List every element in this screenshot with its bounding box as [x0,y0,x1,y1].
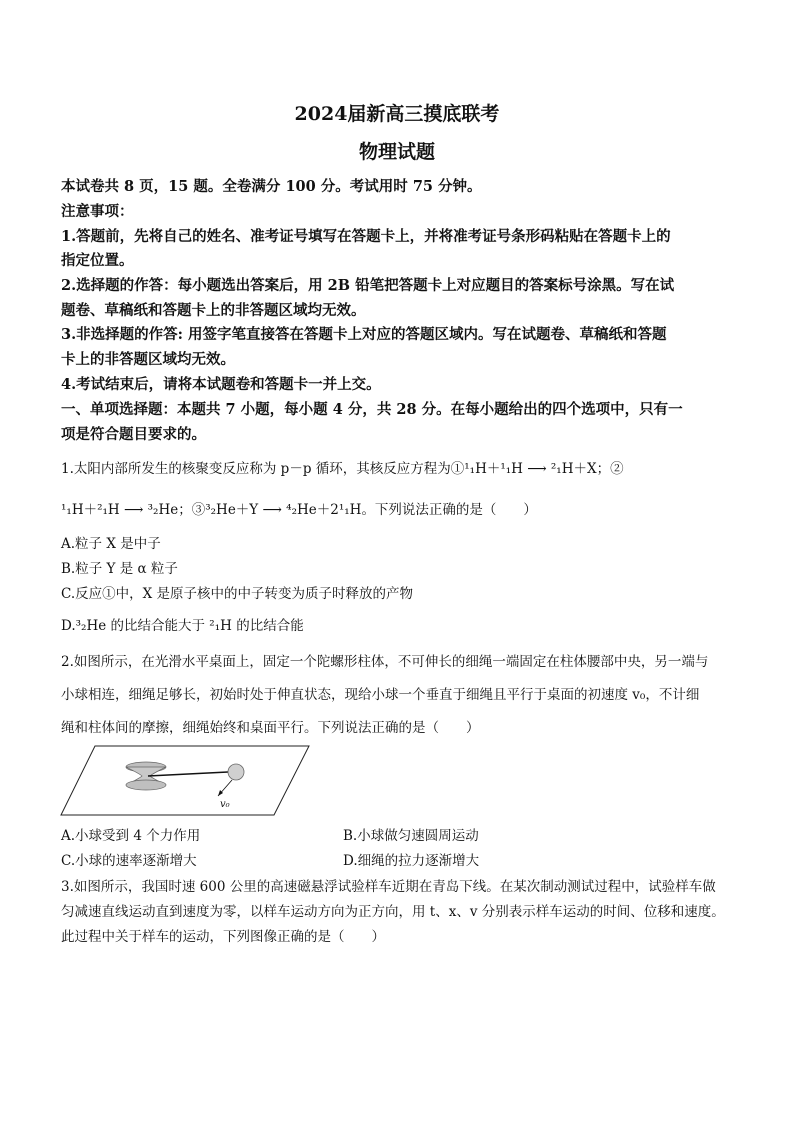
q1-stem-tail: ；② [596,461,624,477]
tabletop-plane [61,746,309,815]
q2-option-c: C.小球的速率逐渐增大 [61,853,197,869]
note-line: 题卷、草稿纸和答题卡上的非答题区域均无效。 [61,302,366,319]
note-line: 卡上的非答题区域均无效。 [61,351,235,368]
q3-stem-line: 匀减速直线运动直到速度为零，以样车运动方向为正方向，用 t、x、v 分别表示样车运动的时间、位移和速度。 [61,904,725,920]
q3-stem-line: 此过程中关于样车的运动，下列图像正确的是（ ） [61,929,385,945]
q1-stem-line2: ¹₁H＋²₁H ⟶ ³₂He；③³₂He＋Y ⟶ ⁴₂He＋2¹₁H。下列说法正确的是（ ） [61,502,537,518]
spinning-top-lower [126,780,166,790]
q2-stem-line: 小球相连，细绳足够长，初始时处于伸直状态，现给小球一个垂直于细绳且平行于桌面的初速度 v₀，不计细 [61,687,700,703]
q2-stem-line: 绳和柱体间的摩擦，细绳始终和桌面平行。下列说法正确的是（ ） [61,720,480,736]
velocity-label: v₀ [220,799,230,810]
exam-title: 2024届新高三摸底联考 [294,103,500,125]
q1-option-d: D.³₂He 的比结合能大于 ²₁H 的比结合能 [61,618,304,634]
section-heading: 一、单项选择题：本题共 7 小题，每小题 4 分，共 28 分。在每小题给出的四个选项中，只有一 [61,401,683,418]
q1-equation-2: ¹₁H＋²₁H ⟶ ³₂He [61,502,179,518]
note-line: 指定位置。 [61,252,134,269]
q2-figure-tabletop [60,745,310,817]
note-line: 4.考试结束后，请将本试题卷和答题卡一并上交。 [61,376,381,393]
note-line: 1.答题前，先将自己的姓名、准考证号填写在答题卡上，并将准考证号条形码粘贴在答题卡上的 [61,228,671,245]
subject-title: 物理试题 [358,141,435,163]
q2-option-d: D.细绳的拉力逐渐增大 [343,853,480,869]
q1-equation-1: ¹₁H＋¹₁H ⟶ ²₁H＋X [464,461,597,477]
exam-summary: 本试卷共 8 页，15 题。全卷满分 100 分。考试用时 75 分钟。 [61,178,482,195]
q2-stem-line: 2.如图所示，在光滑水平桌面上，固定一个陀螺形柱体，不可伸长的细绳一端固定在柱体腰部中央，另一端与 [61,654,709,670]
q2-option-a: A.小球受到 4 个力作用 [61,828,201,844]
q3-stem-line: 3.如图所示，我国时速 600 公里的高速磁悬浮试验样车近期在青岛下线。在某次制动测试过程中，试验样车做 [61,879,716,895]
string [148,772,228,776]
q1-equation-3: ③³₂He＋Y ⟶ ⁴₂He＋2¹₁H [191,502,362,518]
section-heading: 项是符合题目要求的。 [61,426,206,443]
q1-option-b: B.粒子 Y 是 α 粒子 [61,561,178,577]
note-line: 3.非选择题的作答: 用签字笔直接答在答题卡上对应的答题区域内。写在试题卷、草稿纸和答题 [61,326,667,343]
q1-option-c: C.反应①中，X 是原子核中的中子转变为质子时释放的产物 [61,586,414,602]
q1-option-a: A.粒子 X 是中子 [61,536,161,552]
notice-heading: 注意事项： [61,203,134,220]
q1-stem-tail2: 。下列说法正确的是（ ） [361,502,537,518]
ball [228,764,244,780]
q1-stem-text: 1.太阳内部所发生的核聚变反应称为 p－p 循环，其核反应方程为① [61,461,465,477]
note-line: 2.选择题的作答：每小题选出答案后，用 2B 铅笔把答题卡上对应题目的答案标号涂黑。写在试 [61,277,675,294]
q2-option-b: B.小球做匀速圆周运动 [343,828,479,844]
q1-stem-line1 [61,457,624,477]
